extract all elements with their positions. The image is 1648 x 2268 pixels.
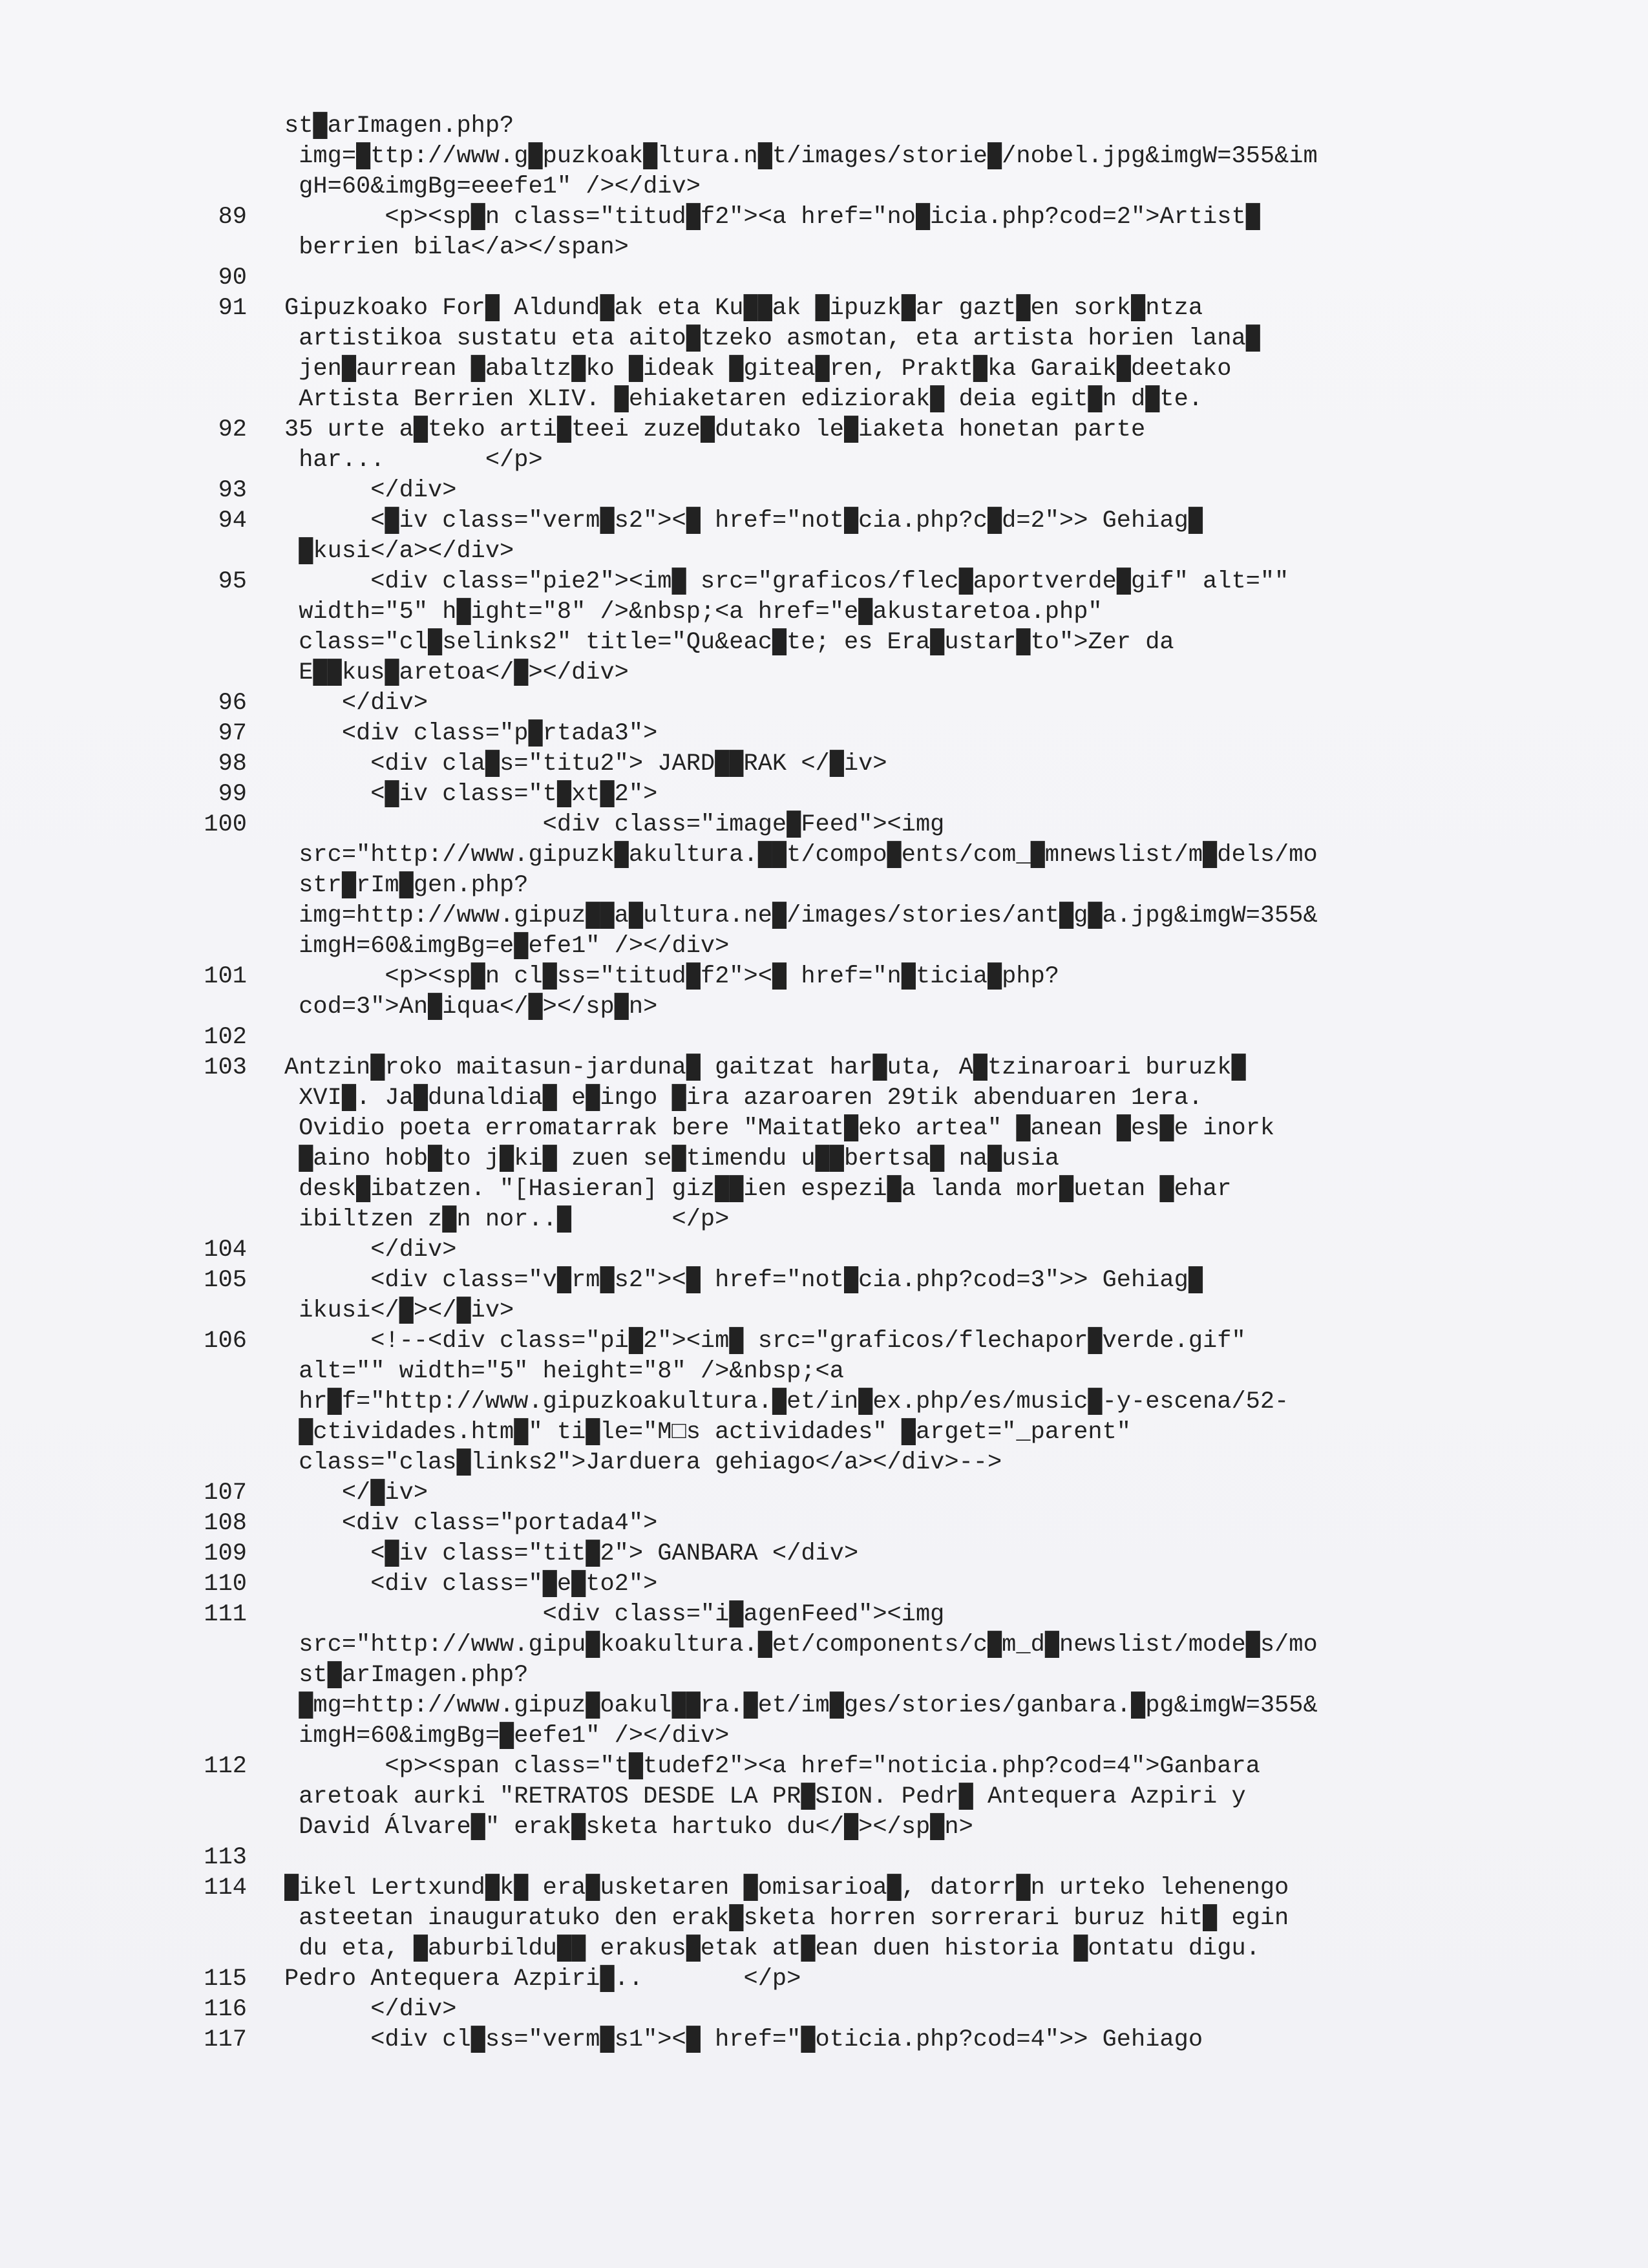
listing-line	[187, 1721, 1480, 1752]
line-text: img=█ttp://www.g█puzkoak█ltura.n█t/images/storie█/nobel.jpg&imgW=355&im	[284, 143, 1318, 170]
line-number: 95	[218, 568, 247, 595]
listing-line	[187, 1478, 1480, 1509]
line-number: 91	[218, 295, 247, 322]
line-number	[187, 628, 247, 658]
listing-line	[187, 1266, 1480, 1296]
listing-line	[187, 931, 1480, 962]
line-text: berrien bila</a></span>	[284, 234, 629, 261]
line-text: <div cl█ss="verm█s1"><█ href="█oticia.php?cod=4">> Gehiago	[284, 2026, 1203, 2053]
line-text: Antzin█roko maitasun-jarduna█ gaitzat har█uta, A█tzinaroari buruzk█	[284, 1054, 1246, 1081]
line-text: <!--<div class="pi█2"><im█ src="graficos/flechapor█verde.gif"	[284, 1328, 1246, 1355]
line-text: Ovidio poeta erromatarrak bere "Maitat█eko artea" █anean █es█e inork	[284, 1115, 1275, 1142]
line-number	[187, 1660, 247, 1691]
listing-line	[187, 1357, 1480, 1387]
listing-line	[187, 1691, 1480, 1721]
listing-line	[187, 1114, 1480, 1144]
listing-line	[187, 962, 1480, 992]
line-text: XVI█. Ja█dunaldia█ e█ingo █ira azaroaren 29tik abenduaren 1era.	[284, 1085, 1203, 1112]
line-number	[187, 142, 247, 172]
listing-line	[187, 1509, 1480, 1539]
line-text: Pedro Antequera Azpiri█.. </p>	[284, 1966, 801, 1993]
listing-line	[187, 688, 1480, 719]
listing-line	[187, 1205, 1480, 1235]
listing-line	[187, 597, 1480, 628]
code-listing	[187, 111, 1480, 2055]
line-number: 93	[218, 477, 247, 504]
line-text: █aino hob█to j█ki█ zuen se█timendu u██bertsa█ na█usia	[284, 1145, 1059, 1172]
line-text: <div cla█s="titu2"> JARD██RAK </█iv>	[284, 750, 887, 778]
line-number: 94	[218, 507, 247, 535]
line-text: </div>	[284, 1996, 457, 2023]
line-text: cod=3">An█iqua</█></sp█n>	[284, 993, 658, 1021]
listing-line	[187, 1326, 1480, 1357]
listing-line	[187, 142, 1480, 172]
line-number	[187, 354, 247, 385]
line-text: asteetan inauguratuko den erak█sketa horren sorrerari buruz hit█ egin	[284, 1905, 1289, 1932]
line-number: 89	[218, 204, 247, 231]
listing-line	[187, 1782, 1480, 1812]
line-number	[187, 536, 247, 567]
line-text: <div class="p█rtada3">	[284, 720, 658, 747]
listing-line	[187, 779, 1480, 810]
listing-line	[187, 1539, 1480, 1569]
line-text: aretoak aurki "RETRATOS DESDE LA PR█SION. Pedr█ Antequera Azpiri y	[284, 1783, 1246, 1810]
listing-line	[187, 2025, 1480, 2055]
line-number: 92	[218, 416, 247, 443]
line-text: imgH=60&imgBg=█eefe1" /></div>	[284, 1722, 730, 1750]
line-number	[187, 1934, 247, 1964]
listing-line	[187, 1600, 1480, 1630]
line-number	[187, 1144, 247, 1174]
line-number: 114	[204, 1874, 247, 1902]
line-text: </█iv>	[284, 1479, 428, 1507]
listing-line	[187, 324, 1480, 354]
line-number	[187, 871, 247, 901]
listing-line	[187, 1023, 1480, 1053]
listing-line	[187, 1660, 1480, 1691]
listing-line	[187, 111, 1480, 142]
line-text: desk█ibatzen. "[Hasieran] giz██ien espezi█a landa mor█uetan █ehar	[284, 1176, 1232, 1203]
line-number	[187, 992, 247, 1023]
line-text: David Álvare█" erak█sketa hartuko du</█></sp█n>	[284, 1814, 973, 1841]
line-text: <p><sp█n class="titud█f2"><a href="no█icia.php?cod=2">Artist█	[284, 204, 1260, 231]
line-text: <div class="i█agenFeed"><img	[284, 1601, 945, 1628]
line-text: <div class="portada4">	[284, 1510, 658, 1537]
listing-line	[187, 658, 1480, 688]
line-number: 109	[204, 1540, 247, 1567]
line-text: imgH=60&imgBg=e█efe1" /></div>	[284, 933, 730, 960]
listing-line	[187, 1569, 1480, 1600]
line-text: </div>	[284, 690, 428, 717]
listing-line	[187, 202, 1480, 233]
line-text: <█iv class="verm█s2"><█ href="not█cia.php?c█d=2">> Gehiag█	[284, 507, 1203, 535]
line-text: <█iv class="t█xt█2">	[284, 781, 658, 808]
line-number: 96	[218, 690, 247, 717]
line-number: 116	[204, 1996, 247, 2023]
listing-line	[187, 992, 1480, 1023]
listing-line	[187, 415, 1480, 445]
listing-line	[187, 354, 1480, 385]
line-text: <div class="█e█to2">	[284, 1571, 658, 1598]
listing-line	[187, 1144, 1480, 1174]
line-number: 111	[204, 1601, 247, 1628]
line-text: src="http://www.gipu█koakultura.█et/components/c█m_d█newslist/mode█s/mo	[284, 1631, 1318, 1659]
listing-line	[187, 1448, 1480, 1478]
line-number: 102	[204, 1024, 247, 1051]
line-number	[187, 1630, 247, 1660]
line-number: 110	[204, 1571, 247, 1598]
line-text: █ctividades.htm█" ti█le="M□s actividades" █arget="_parent"	[284, 1419, 1132, 1446]
listing-line	[187, 1083, 1480, 1114]
line-number	[187, 1417, 247, 1448]
line-number	[187, 1387, 247, 1417]
listing-line	[187, 1235, 1480, 1266]
listing-line	[187, 1995, 1480, 2025]
line-text: st█arImagen.php?	[284, 112, 514, 140]
listing-line	[187, 1174, 1480, 1205]
line-text: █ikel Lertxund█k█ era█usketaren █omisarioa█, datorr█n urteko lehenengo	[284, 1874, 1289, 1902]
listing-line	[187, 628, 1480, 658]
line-number: 108	[204, 1510, 247, 1537]
listing-line	[187, 293, 1480, 324]
line-text: <div class="image█Feed"><img	[284, 811, 945, 838]
line-number: 107	[204, 1479, 247, 1507]
line-number	[187, 840, 247, 871]
line-number: 101	[204, 963, 247, 990]
line-number	[187, 931, 247, 962]
listing-line	[187, 172, 1480, 202]
listing-line	[187, 901, 1480, 931]
listing-line	[187, 871, 1480, 901]
line-text: </div>	[284, 1236, 457, 1264]
line-number: 113	[204, 1844, 247, 1871]
line-number	[187, 324, 247, 354]
listing-line	[187, 536, 1480, 567]
listing-line	[187, 840, 1480, 871]
line-text: str█rIm█gen.php?	[284, 872, 529, 899]
line-number	[187, 1812, 247, 1843]
line-text: █mg=http://www.gipuz█oakul██ra.█et/im█ges/stories/ganbara.█pg&imgW=355&	[284, 1692, 1318, 1719]
line-text: class="cl█selinks2" title="Qu&eac█te; es Era█ustar█to">Zer da	[284, 629, 1174, 656]
line-number	[187, 658, 247, 688]
listing-line	[187, 1964, 1480, 1995]
line-text: alt="" width="5" height="8" />&nbsp;<a	[284, 1358, 844, 1385]
listing-line	[187, 719, 1480, 749]
line-text: har... </p>	[284, 447, 543, 474]
line-text: class="clas█links2">Jarduera gehiago</a></div>-->	[284, 1449, 1002, 1476]
line-number	[187, 385, 247, 415]
line-number	[187, 901, 247, 931]
listing-line	[187, 749, 1480, 779]
line-number	[187, 1083, 247, 1114]
line-number: 99	[218, 781, 247, 808]
line-number	[187, 1691, 247, 1721]
line-number	[187, 1782, 247, 1812]
line-text: img=http://www.gipuz██a█ultura.ne█/images/stories/ant█g█a.jpg&imgW=355&	[284, 902, 1318, 929]
listing-line	[187, 1903, 1480, 1934]
listing-line	[187, 233, 1480, 263]
line-number: 105	[204, 1267, 247, 1294]
line-number: 117	[204, 2026, 247, 2053]
line-text: E██kus█aretoa</█></div>	[284, 659, 629, 686]
line-number	[187, 445, 247, 476]
listing-line	[187, 810, 1480, 840]
line-text: jen█aurrean █abaltz█ko █ideak █gitea█ren, Prakt█ka Garaik█deetako	[284, 355, 1232, 383]
line-text: </div>	[284, 477, 457, 504]
line-number	[187, 233, 247, 263]
listing-line	[187, 1387, 1480, 1417]
listing-line	[187, 1630, 1480, 1660]
line-number	[187, 1357, 247, 1387]
line-text: width="5" h█ight="8" />&nbsp;<a href="e█akustaretoa.php"	[284, 599, 1103, 626]
line-text: gH=60&imgBg=eeefe1" /></div>	[284, 173, 701, 200]
listing-line	[187, 1053, 1480, 1083]
line-text: ikusi</█></█iv>	[284, 1297, 514, 1324]
listing-line	[187, 1934, 1480, 1964]
line-number	[187, 1296, 247, 1326]
line-text: █kusi</a></div>	[284, 538, 514, 565]
line-number: 100	[204, 811, 247, 838]
line-number: 90	[218, 264, 247, 291]
line-number	[187, 1721, 247, 1752]
line-text: Artista Berrien XLIV. █ehiaketaren ediziorak█ deia egit█n d█te.	[284, 386, 1203, 413]
line-number	[187, 1448, 247, 1478]
line-text: <█iv class="tit█2"> GANBARA </div>	[284, 1540, 859, 1567]
line-number: 97	[218, 720, 247, 747]
line-number	[187, 1205, 247, 1235]
listing-line	[187, 445, 1480, 476]
listing-line	[187, 1752, 1480, 1782]
listing-line	[187, 1873, 1480, 1903]
listing-line	[187, 385, 1480, 415]
listing-line	[187, 1812, 1480, 1843]
line-text: 35 urte a█teko arti█teei zuze█dutako le█iaketa honetan parte	[284, 416, 1146, 443]
listing-line	[187, 1843, 1480, 1873]
line-number	[187, 172, 247, 202]
line-number: 112	[204, 1753, 247, 1780]
line-text: <p><span class="t█tudef2"><a href="noticia.php?cod=4">Ganbara	[284, 1753, 1260, 1780]
line-number	[187, 1903, 247, 1934]
line-number	[187, 1174, 247, 1205]
line-text: <div class="v█rm█s2"><█ href="not█cia.php?cod=3">> Gehiag█	[284, 1267, 1203, 1294]
line-number	[187, 597, 247, 628]
listing-line	[187, 263, 1480, 293]
line-number: 98	[218, 750, 247, 778]
listing-line	[187, 1296, 1480, 1326]
line-number: 103	[204, 1054, 247, 1081]
listing-line	[187, 476, 1480, 506]
line-text: Gipuzkoako For█ Aldund█ak eta Ku██ak █ipuzk█ar gazt█en sork█ntza	[284, 295, 1203, 322]
line-text: du eta, █aburbildu██ erakus█etak at█ean duen historia █ontatu digu.	[284, 1935, 1260, 1962]
listing-line	[187, 1417, 1480, 1448]
line-text: <div class="pie2"><im█ src="graficos/flec█aportverde█gif" alt=""	[284, 568, 1289, 595]
line-text: st█arImagen.php?	[284, 1662, 529, 1689]
line-number: 115	[204, 1966, 247, 1993]
line-text: <p><sp█n cl█ss="titud█f2"><█ href="n█ticia█php?	[284, 963, 1059, 990]
line-text: hr█f="http://www.gipuzkoakultura.█et/in█ex.php/es/music█-y-escena/52-	[284, 1388, 1289, 1415]
listing-line	[187, 506, 1480, 536]
line-text: ibiltzen z█n nor..█ </p>	[284, 1206, 730, 1233]
line-number: 104	[204, 1236, 247, 1264]
line-number	[187, 111, 247, 142]
line-number: 106	[204, 1328, 247, 1355]
line-number	[187, 1114, 247, 1144]
line-text: artistikoa sustatu eta aito█tzeko asmotan, eta artista horien lana█	[284, 325, 1260, 352]
listing-line	[187, 567, 1480, 597]
line-text: src="http://www.gipuzk█akultura.██t/compo█ents/com_█mnewslist/m█dels/mo	[284, 842, 1318, 869]
